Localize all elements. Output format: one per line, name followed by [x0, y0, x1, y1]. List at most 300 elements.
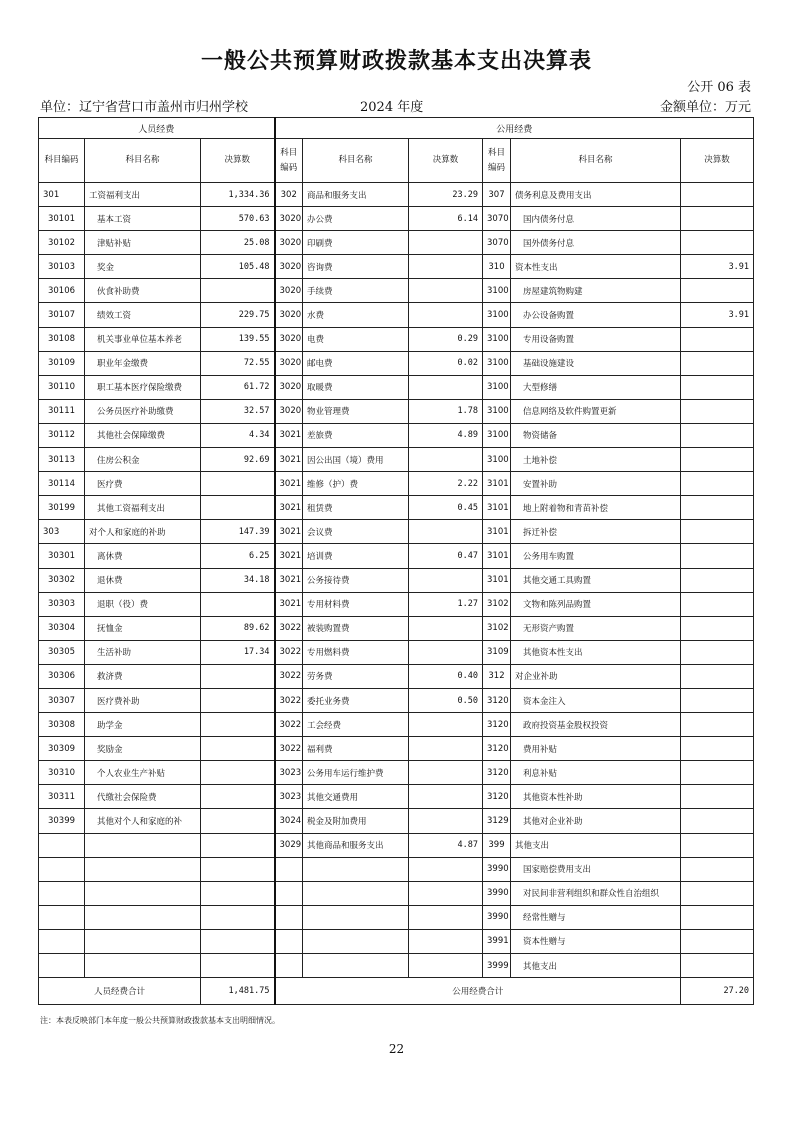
amount-cell	[409, 231, 483, 255]
table-row	[39, 472, 754, 496]
name-cell	[85, 857, 201, 881]
amount-cell: 17.34	[201, 640, 275, 664]
amount-cell	[201, 929, 275, 953]
code-cell: 3070	[483, 207, 511, 231]
name-cell: 房屋建筑物购建	[511, 279, 681, 303]
name-cell: 物业管理费	[303, 399, 409, 423]
amount-cell	[681, 351, 754, 375]
code-cell: 3100	[483, 423, 511, 447]
name-cell: 津贴补贴	[85, 231, 201, 255]
code-cell: 30301	[39, 544, 85, 568]
amount-cell	[681, 375, 754, 399]
table-row	[39, 664, 754, 688]
code-cell: 30305	[39, 640, 85, 664]
code-cell: 3020	[275, 375, 303, 399]
year-label: 2024 年度	[360, 100, 424, 115]
amount-unit-label: 金额单位：万元	[659, 100, 751, 115]
amount-cell	[201, 279, 275, 303]
amount-cell	[409, 255, 483, 279]
amount-cell: 25.08	[201, 231, 275, 255]
code-cell: 301	[39, 183, 85, 207]
name-cell: 资本性赠与	[511, 929, 681, 953]
name-cell: 地上附着物和青苗补偿	[511, 496, 681, 520]
name-cell: 办公设备购置	[511, 303, 681, 327]
code-cell: 3022	[275, 688, 303, 712]
name-cell: 公务员医疗补助缴费	[85, 399, 201, 423]
amount-cell	[409, 448, 483, 472]
group-public: 公用经费	[275, 118, 754, 139]
code-cell: 307	[483, 183, 511, 207]
name-cell: 维修（护）费	[303, 472, 409, 496]
code-cell: 3120	[483, 785, 511, 809]
code-cell: 3101	[483, 568, 511, 592]
code-cell: 3100	[483, 375, 511, 399]
code-cell	[39, 954, 85, 978]
name-cell: 资本金注入	[511, 688, 681, 712]
table-row	[39, 279, 754, 303]
amount-cell	[409, 520, 483, 544]
table-row	[39, 857, 754, 881]
name-cell: 专用设备购置	[511, 327, 681, 351]
name-cell: 信息网络及软件购置更新	[511, 399, 681, 423]
name-cell	[85, 905, 201, 929]
name-cell: 劳务费	[303, 664, 409, 688]
table-row	[39, 327, 754, 351]
code-cell: 30310	[39, 761, 85, 785]
code-cell: 3022	[275, 713, 303, 737]
totals-row	[39, 978, 754, 1005]
code-cell: 3023	[275, 785, 303, 809]
amount-cell: 139.55	[201, 327, 275, 351]
amount-cell	[409, 785, 483, 809]
code-cell: 3100	[483, 303, 511, 327]
table-row	[39, 207, 754, 231]
amount-cell	[681, 520, 754, 544]
amount-cell: 6.25	[201, 544, 275, 568]
amount-cell: 0.29	[409, 327, 483, 351]
code-cell: 3102	[483, 592, 511, 616]
code-cell: 3020	[275, 303, 303, 327]
name-cell: 对企业补助	[511, 664, 681, 688]
code-cell	[39, 905, 85, 929]
amount-cell	[201, 954, 275, 978]
table-row	[39, 231, 754, 255]
code-cell: 30311	[39, 785, 85, 809]
code-cell: 30110	[39, 375, 85, 399]
name-cell: 其他对个人和家庭的补	[85, 809, 201, 833]
amount-cell	[681, 664, 754, 688]
amount-cell	[409, 905, 483, 929]
code-cell: 3029	[275, 833, 303, 857]
name-cell: 费用补贴	[511, 737, 681, 761]
amount-cell: 4.34	[201, 423, 275, 447]
name-cell: 福利费	[303, 737, 409, 761]
header-name: 科目名称	[303, 139, 409, 183]
name-cell: 会议费	[303, 520, 409, 544]
amount-cell	[409, 929, 483, 953]
code-cell: 312	[483, 664, 511, 688]
table-row	[39, 640, 754, 664]
name-cell: 债务利息及费用支出	[511, 183, 681, 207]
amount-cell	[409, 761, 483, 785]
personnel-total-label: 人员经费合计	[39, 978, 201, 1005]
name-cell: 公务用车运行维护费	[303, 761, 409, 785]
name-cell: 代缴社会保险费	[85, 785, 201, 809]
name-cell: 对个人和家庭的补助	[85, 520, 201, 544]
code-cell	[39, 833, 85, 857]
code-cell: 3022	[275, 664, 303, 688]
amount-cell	[681, 399, 754, 423]
amount-cell	[681, 616, 754, 640]
amount-cell	[681, 881, 754, 905]
amount-cell	[681, 833, 754, 857]
amount-cell	[201, 857, 275, 881]
name-cell: 奖励金	[85, 737, 201, 761]
name-cell: 其他支出	[511, 954, 681, 978]
amount-cell	[681, 785, 754, 809]
code-cell: 3022	[275, 737, 303, 761]
name-cell: 机关事业单位基本养老	[85, 327, 201, 351]
amount-cell: 1.78	[409, 399, 483, 423]
name-cell: 拆迁补偿	[511, 520, 681, 544]
name-cell: 因公出国（境）费用	[303, 448, 409, 472]
table-row	[39, 737, 754, 761]
header-amount: 决算数	[681, 139, 754, 183]
name-cell: 咨询费	[303, 255, 409, 279]
header-code: 科目编码	[275, 139, 303, 183]
name-cell: 抚恤金	[85, 616, 201, 640]
name-cell	[303, 881, 409, 905]
group-personnel: 人员经费	[39, 118, 275, 139]
code-cell: 3990	[483, 857, 511, 881]
amount-cell	[201, 496, 275, 520]
amount-cell	[681, 231, 754, 255]
code-cell: 30106	[39, 279, 85, 303]
name-cell: 其他交通工具购置	[511, 568, 681, 592]
code-cell: 30107	[39, 303, 85, 327]
name-cell: 国外债务付息	[511, 231, 681, 255]
code-cell: 30199	[39, 496, 85, 520]
table-row	[39, 809, 754, 833]
code-cell: 3020	[275, 207, 303, 231]
amount-cell	[681, 568, 754, 592]
table-row	[39, 905, 754, 929]
name-cell: 公务接待费	[303, 568, 409, 592]
code-cell: 3070	[483, 231, 511, 255]
code-cell: 303	[39, 520, 85, 544]
amount-cell	[201, 664, 275, 688]
code-cell: 30108	[39, 327, 85, 351]
unit-label: 单位：辽宁省营口市盖州市归州学校	[40, 100, 249, 115]
name-cell: 手续费	[303, 279, 409, 303]
header-amount: 决算数	[409, 139, 483, 183]
code-cell: 30112	[39, 423, 85, 447]
name-cell: 印刷费	[303, 231, 409, 255]
table-row	[39, 929, 754, 953]
code-cell: 3101	[483, 544, 511, 568]
footnote: 注：本表反映部门本年度一般公共预算财政拨款基本支出明细情况。	[40, 1016, 280, 1025]
code-cell	[275, 905, 303, 929]
amount-cell	[409, 303, 483, 327]
code-cell: 30304	[39, 616, 85, 640]
name-cell: 物资储备	[511, 423, 681, 447]
name-cell	[85, 954, 201, 978]
table-row	[39, 881, 754, 905]
name-cell: 基础设施建设	[511, 351, 681, 375]
code-cell	[275, 929, 303, 953]
amount-cell	[681, 496, 754, 520]
code-cell: 3024	[275, 809, 303, 833]
name-cell: 水费	[303, 303, 409, 327]
name-cell: 医疗费	[85, 472, 201, 496]
table-code: 公开 06 表	[687, 80, 751, 95]
amount-cell: 4.89	[409, 423, 483, 447]
header-amount: 决算数	[201, 139, 275, 183]
table-row	[39, 688, 754, 712]
code-cell: 30306	[39, 664, 85, 688]
name-cell: 商品和服务支出	[303, 183, 409, 207]
code-cell: 3100	[483, 327, 511, 351]
header-name: 科目名称	[511, 139, 681, 183]
table-row	[39, 616, 754, 640]
amount-cell	[681, 423, 754, 447]
personnel-total-value: 1,481.75	[201, 978, 275, 1005]
code-cell: 3109	[483, 640, 511, 664]
name-cell: 生活补助	[85, 640, 201, 664]
name-cell	[303, 905, 409, 929]
amount-cell	[681, 713, 754, 737]
amount-cell	[409, 737, 483, 761]
name-cell: 邮电费	[303, 351, 409, 375]
amount-cell	[681, 929, 754, 953]
page-number: 22	[388, 1042, 405, 1056]
name-cell: 其他对企业补助	[511, 809, 681, 833]
code-cell	[39, 929, 85, 953]
amount-cell: 0.50	[409, 688, 483, 712]
amount-cell: 32.57	[201, 399, 275, 423]
name-cell: 大型修缮	[511, 375, 681, 399]
header-code: 科目编码	[39, 139, 85, 183]
code-cell: 30109	[39, 351, 85, 375]
name-cell: 税金及附加费用	[303, 809, 409, 833]
name-cell: 取暖费	[303, 375, 409, 399]
page-title: 一般公共预算财政拨款基本支出决算表	[200, 49, 592, 74]
name-cell: 离休费	[85, 544, 201, 568]
code-cell: 3022	[275, 616, 303, 640]
name-cell: 住房公积金	[85, 448, 201, 472]
code-cell: 3021	[275, 568, 303, 592]
code-cell: 3101	[483, 520, 511, 544]
code-cell: 3020	[275, 327, 303, 351]
name-cell: 工资福利支出	[85, 183, 201, 207]
amount-cell	[681, 183, 754, 207]
name-cell: 土地补偿	[511, 448, 681, 472]
amount-cell	[201, 688, 275, 712]
code-cell: 3999	[483, 954, 511, 978]
code-cell: 30307	[39, 688, 85, 712]
amount-cell: 23.29	[409, 183, 483, 207]
table-row	[39, 785, 754, 809]
code-cell: 3021	[275, 423, 303, 447]
code-cell: 30103	[39, 255, 85, 279]
name-cell: 基本工资	[85, 207, 201, 231]
amount-cell	[681, 905, 754, 929]
name-cell: 文物和陈列品购置	[511, 592, 681, 616]
amount-cell	[681, 688, 754, 712]
table-row	[39, 954, 754, 978]
code-cell	[39, 881, 85, 905]
code-cell: 310	[483, 255, 511, 279]
amount-cell	[681, 809, 754, 833]
code-cell: 3021	[275, 544, 303, 568]
amount-cell: 72.55	[201, 351, 275, 375]
amount-cell	[681, 448, 754, 472]
code-cell: 3101	[483, 496, 511, 520]
name-cell: 差旅费	[303, 423, 409, 447]
amount-cell	[409, 857, 483, 881]
amount-cell	[681, 640, 754, 664]
table-row	[39, 833, 754, 857]
name-cell: 其他资本性支出	[511, 640, 681, 664]
code-cell: 3102	[483, 616, 511, 640]
name-cell: 其他支出	[511, 833, 681, 857]
code-cell: 3120	[483, 737, 511, 761]
name-cell: 绩效工资	[85, 303, 201, 327]
amount-cell	[409, 279, 483, 303]
name-cell: 国内债务付息	[511, 207, 681, 231]
code-cell: 3022	[275, 640, 303, 664]
amount-cell	[201, 761, 275, 785]
name-cell: 个人农业生产补贴	[85, 761, 201, 785]
amount-cell	[201, 737, 275, 761]
name-cell: 其他交通费用	[303, 785, 409, 809]
name-cell	[303, 929, 409, 953]
amount-cell	[681, 207, 754, 231]
name-cell: 对民间非营利组织和群众性自治组织	[511, 881, 681, 905]
amount-cell	[409, 881, 483, 905]
header-code: 科目编码	[483, 139, 511, 183]
table-row	[39, 183, 754, 207]
code-cell: 3021	[275, 448, 303, 472]
name-cell: 医疗费补助	[85, 688, 201, 712]
amount-cell: 0.47	[409, 544, 483, 568]
code-cell: 30308	[39, 713, 85, 737]
table-row	[39, 520, 754, 544]
code-cell: 3990	[483, 905, 511, 929]
table-row	[39, 761, 754, 785]
code-cell: 30399	[39, 809, 85, 833]
name-cell: 工会经费	[303, 713, 409, 737]
name-cell: 其他商品和服务支出	[303, 833, 409, 857]
amount-cell	[681, 592, 754, 616]
name-cell: 职工基本医疗保险缴费	[85, 375, 201, 399]
amount-cell	[201, 713, 275, 737]
name-cell: 救济费	[85, 664, 201, 688]
code-cell: 30302	[39, 568, 85, 592]
code-cell: 30309	[39, 737, 85, 761]
table-row	[39, 448, 754, 472]
amount-cell: 61.72	[201, 375, 275, 399]
amount-cell: 229.75	[201, 303, 275, 327]
table-row	[39, 496, 754, 520]
amount-cell: 2.22	[409, 472, 483, 496]
name-cell: 培训费	[303, 544, 409, 568]
code-cell: 3100	[483, 279, 511, 303]
amount-cell	[201, 833, 275, 857]
name-cell: 专用材料费	[303, 592, 409, 616]
name-cell: 经常性赠与	[511, 905, 681, 929]
amount-cell	[681, 761, 754, 785]
name-cell: 助学金	[85, 713, 201, 737]
table-row	[39, 592, 754, 616]
amount-cell: 89.62	[201, 616, 275, 640]
amount-cell	[681, 472, 754, 496]
public-total-label: 公用经费合计	[275, 978, 681, 1005]
name-cell	[85, 833, 201, 857]
name-cell	[85, 929, 201, 953]
amount-cell: 4.87	[409, 833, 483, 857]
amount-cell: 570.63	[201, 207, 275, 231]
expenditure-table	[38, 117, 754, 1005]
name-cell: 资本性支出	[511, 255, 681, 279]
code-cell: 30102	[39, 231, 85, 255]
table-row	[39, 568, 754, 592]
amount-cell	[409, 713, 483, 737]
amount-cell	[201, 592, 275, 616]
name-cell: 安置补助	[511, 472, 681, 496]
amount-cell: 0.02	[409, 351, 483, 375]
code-cell: 30101	[39, 207, 85, 231]
amount-cell	[409, 954, 483, 978]
code-cell: 3129	[483, 809, 511, 833]
code-cell: 3120	[483, 713, 511, 737]
name-cell	[85, 881, 201, 905]
code-cell: 30113	[39, 448, 85, 472]
name-cell: 其他工资福利支出	[85, 496, 201, 520]
name-cell: 退职（役）费	[85, 592, 201, 616]
amount-cell	[409, 568, 483, 592]
name-cell: 专用燃料费	[303, 640, 409, 664]
amount-cell	[409, 809, 483, 833]
code-cell: 3020	[275, 231, 303, 255]
amount-cell: 34.18	[201, 568, 275, 592]
name-cell: 国家赔偿费用支出	[511, 857, 681, 881]
code-cell: 3020	[275, 279, 303, 303]
code-cell: 30111	[39, 399, 85, 423]
table-row	[39, 544, 754, 568]
table-row	[39, 351, 754, 375]
code-cell	[39, 857, 85, 881]
code-cell: 3100	[483, 399, 511, 423]
amount-cell	[681, 327, 754, 351]
amount-cell: 147.39	[201, 520, 275, 544]
amount-cell: 0.45	[409, 496, 483, 520]
code-cell	[275, 881, 303, 905]
amount-cell: 1.27	[409, 592, 483, 616]
amount-cell	[409, 375, 483, 399]
amount-cell	[201, 905, 275, 929]
code-cell: 3100	[483, 351, 511, 375]
name-cell: 电费	[303, 327, 409, 351]
name-cell: 无形资产购置	[511, 616, 681, 640]
code-cell: 302	[275, 183, 303, 207]
table-row	[39, 303, 754, 327]
amount-cell	[681, 857, 754, 881]
amount-cell	[681, 279, 754, 303]
code-cell: 3120	[483, 688, 511, 712]
code-cell: 3990	[483, 881, 511, 905]
code-cell: 3120	[483, 761, 511, 785]
